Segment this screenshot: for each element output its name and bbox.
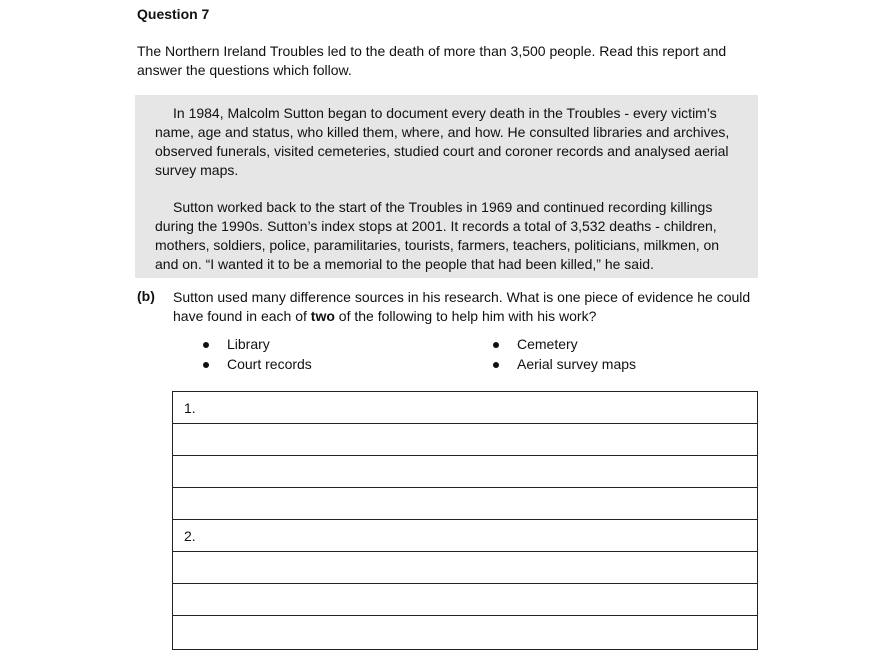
answer-line[interactable] — [173, 584, 757, 616]
option-label: Library — [227, 336, 270, 352]
option-item — [493, 335, 723, 354]
part-b-text-start: Sutton used many difference sources in his research. What is one piece of evidence he could have found in each of — [173, 289, 751, 324]
source-paragraph: In 1984, Malcolm Sutton began to document every death in the Troubles - every victim’s name, age and status, who killed them, where, and how. He consulted libraries and archives, observed funerals, visited cemeteries, studied court and coroner records and analysed aerial survey maps. — [155, 105, 730, 178]
option-label: Court records — [227, 356, 312, 372]
option-item — [493, 355, 723, 374]
source-report-box — [135, 95, 758, 278]
option-label: Aerial survey maps — [517, 356, 637, 372]
bullet-icon — [203, 362, 209, 368]
source-paragraph: Sutton worked back to the start of the Troubles in 1969 and continued recording killings during the 1990s. Sutton’s index stops at 2001. It records a total of 3,532 deaths - children, mothers, soldiers, police, paramilitaries, tourists, farmers, teachers, politicians, milkmen, on and on. “I wanted it to be a memorial to the people that had been killed,” he said. — [155, 199, 720, 272]
part-b-emphasis: two — [310, 308, 335, 324]
bullet-icon — [493, 342, 499, 348]
answer-line[interactable] — [173, 488, 757, 520]
bullet-icon — [493, 362, 499, 368]
answer-number: 2. — [184, 528, 196, 544]
answer-line[interactable] — [173, 424, 757, 456]
answer-line[interactable] — [173, 616, 757, 649]
source-options-list — [203, 335, 723, 374]
answer-box[interactable] — [172, 391, 758, 650]
part-b-text-end: of the following to help him with his work? — [334, 308, 597, 324]
answer-line[interactable] — [173, 456, 757, 488]
question-intro: The Northern Ireland Troubles led to the death of more than 3,500 people. Read this report and answer the questions which follow. — [137, 43, 727, 78]
bullet-icon — [203, 342, 209, 348]
answer-line[interactable] — [173, 520, 757, 552]
part-b-question — [173, 288, 763, 326]
option-label: Cemetery — [517, 336, 578, 352]
part-b-label: (b) — [137, 288, 155, 304]
option-item — [203, 335, 493, 354]
question-heading: Question 7 — [137, 6, 210, 22]
option-item — [203, 355, 493, 374]
answer-line[interactable] — [173, 552, 757, 584]
answer-number: 1. — [184, 400, 196, 416]
answer-line[interactable] — [173, 392, 757, 424]
